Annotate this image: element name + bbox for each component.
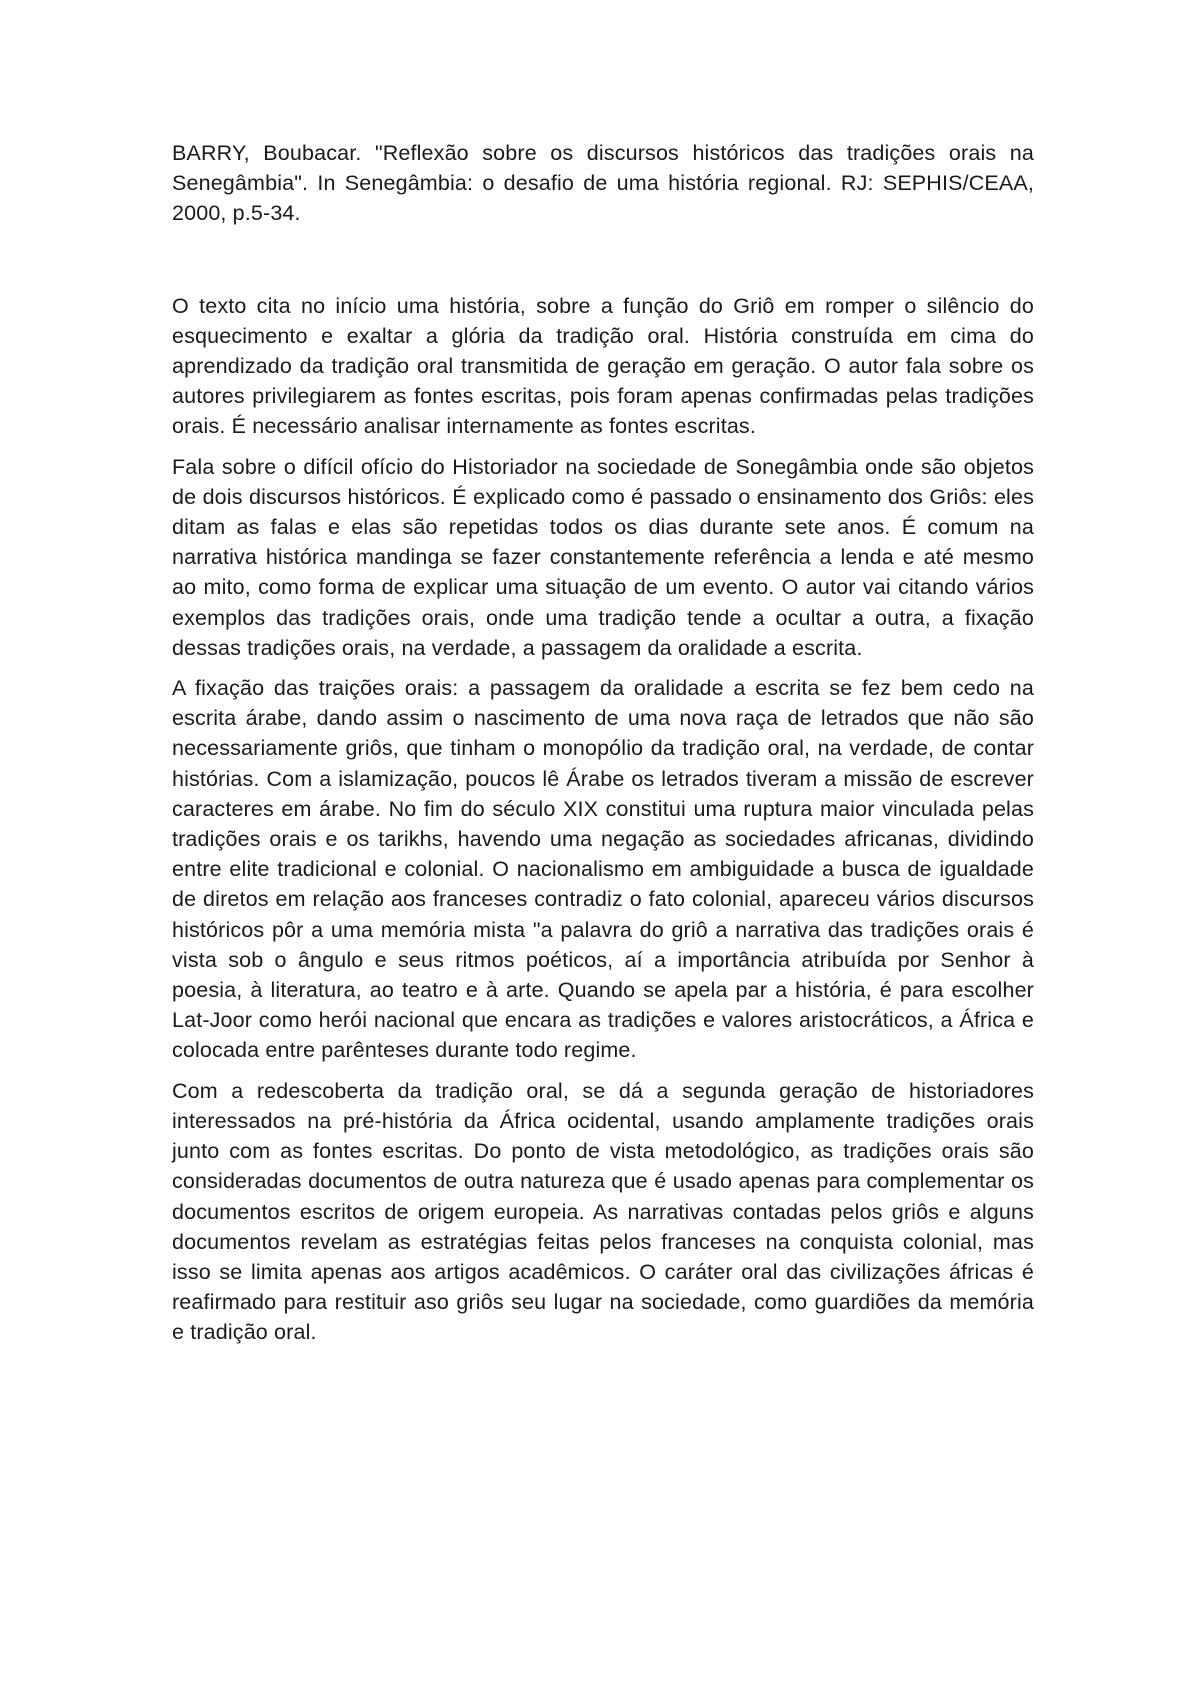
paragraph-4: Com a redescoberta da tradição oral, se dá a segunda geração de historiadores interessados na pré-história da África ocidental, usando amplamente tradições orais junto com as fontes escritas. Do ponto de vista metodológico, as tradições orais são consideradas documentos de outra natureza que é usado apenas para complementar os documentos escritos de origem europeia. As narrativas contadas pelos griôs e alguns documentos revelam as estratégias feitas pelos franceses na conquista colonial, mas isso se limita apenas aos artigos acadêmicos. O caráter oral das civilizações áfricas é reafirmado para restituir aso griôs seu lugar na sociedade, como guardiões da memória e tradição oral. <box>172 1078 1034 1345</box>
paragraph-1: O texto cita no início uma história, sobre a função do Griô em romper o silêncio do esquecimento e exaltar a glória da tradição oral. História construída em cima do aprendizado da tradição oral transmitida de geração em geração. O autor fala sobre os autores privilegiarem as fontes escritas, pois foram apenas confirmadas pelas tradições orais. É necessário analisar internamente as fontes escritas. <box>172 293 1034 439</box>
bibliographic-citation: BARRY, Boubacar. "Reflexão sobre os discursos históricos das tradições orais na Senegâmbia". In Senegâmbia: o desafio de uma história regional. RJ: SEPHIS/CEAA, 2000, p.5-34. <box>172 141 1034 226</box>
paragraph-2: Fala sobre o difícil ofício do Historiador na sociedade de Sonegâmbia onde são objetos de dois discursos históricos. É explicado como é passado o ensinamento dos Griôs: eles ditam as falas e elas são repetidas todos os dias durante sete anos. É comum na narrativa histórica mandinga se fazer constantemente referência a lenda e até mesmo ao mito, como forma de explicar uma situação de um evento. O autor vai citando vários exemplos das tradições orais, onde uma tradição tende a ocultar a outra, a fixação dessas tradições orais, na verdade, a passagem da oralidade a escrita. <box>172 454 1034 660</box>
paragraph-3: A fixação das traições orais: a passagem da oralidade a escrita se fez bem cedo na escrita árabe, dando assim o nascimento de uma nova raça de letrados que não são necessariamente griôs, que tinham o monopólio da tradição oral, na verdade, de contar histórias. Com a islamização, poucos lê Árabe os letrados tiveram a missão de escrever caracteres em árabe. No fim do século XIX constitui uma ruptura maior vinculada pelas tradições orais e os tarikhs, havendo uma negação as sociedades africanas, dividindo entre elite tradicional e colonial. O nacionalismo em ambiguidade a busca de igualdade de diretos em relação aos franceses contradiz o fato colonial, apareceu vários discursos históricos pôr a uma memória mista "a palavra do griô a narrativa das tradições orais é vista sob o ângulo e seus ritmos poéticos, aí a importância atribuída por Senhor à poesia, à literatura, ao teatro e à arte. Quando se apela par a história, é para escolher Lat-Joor como herói nacional que encara as tradições e valores aristocráticos, a África e colocada entre parênteses durante todo regime. <box>172 676 1034 1063</box>
document-body <box>172 138 1034 1358</box>
